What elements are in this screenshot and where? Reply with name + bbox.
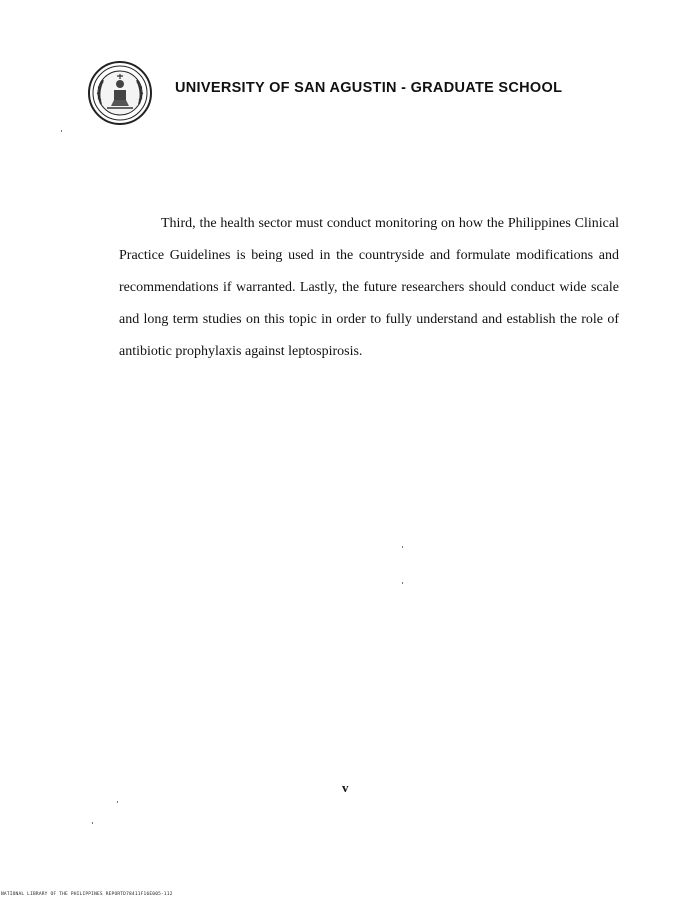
body-paragraph: Third, the health sector must conduct monitoring on how the Philippines Clinical Practice Guidelines is being used in the countryside and formulate modifications and recommendations if warranted. Lastly, the future researchers should conduct wide scale and long term studies on this topic in order to fully understand and establish the role of antibiotic prophylaxis against leptospirosis.: [119, 216, 619, 359]
scan-speck: [92, 822, 93, 824]
page-number: v: [342, 780, 349, 795]
header-title: UNIVERSITY OF SAN AGUSTIN - GRADUATE SCHOOL: [175, 80, 563, 96]
scan-speck: [402, 582, 403, 584]
scan-speck: [402, 546, 403, 548]
university-seal-icon: [87, 60, 153, 126]
library-stamp: NATIONAL LIBRARY OF THE PHILIPPINES REPORTD78411F16E005-112: [1, 892, 173, 897]
scan-speck: [117, 801, 118, 803]
body-text: [119, 208, 619, 368]
scan-speck: [61, 130, 62, 132]
